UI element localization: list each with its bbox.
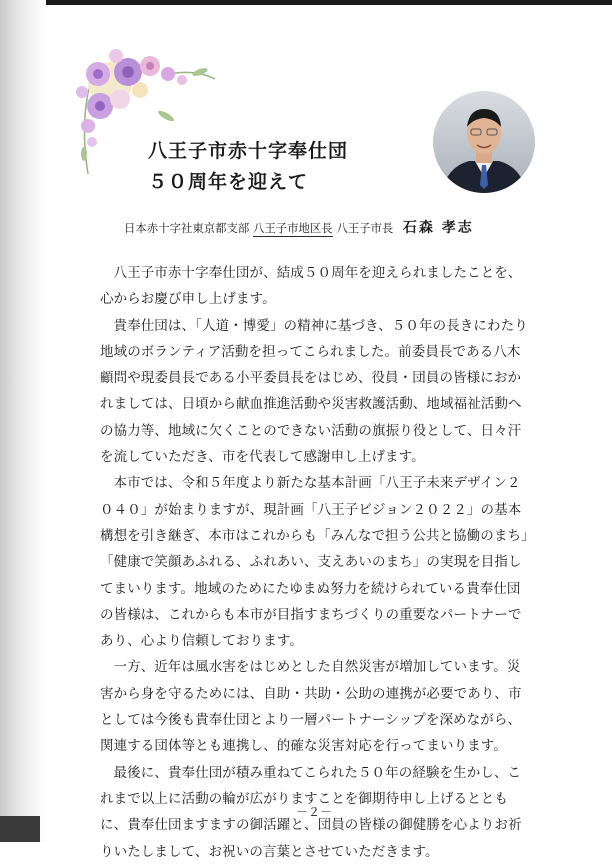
paragraph-4: 一方、近年は風水害をはじめとした自然災害が増加しています。災害から身を守るためには、自助・共助・公助の連携が必要であり、市としては今後も貴奉仕団とより一層パートナーシップを深めながら、関連する団体等とも連携し、的確な災害対応を行ってまいります。 (100, 659, 522, 755)
paragraph-3: 本市では、令和５年度より新たな基本計画「八王子未来デザイン２０４０」が始まりますが、現計画「八王子ビジョン２０２２」の基本構想を引き継ぎ、本市はこれからも「みんなで担う公共と協働のまち」「健康で笑顔あふれる、ふれあい、支えあいのまち」の実現を目指してまいります。地域のためにたゆまぬ努力を続けられている貴奉仕団の皆様は、これからも本市が目指すまちづくりの重要なパートナーであり、心より信頼しております。 (100, 475, 528, 650)
message-body (100, 260, 530, 865)
book-spine-shadow (0, 0, 46, 842)
page-number: －２－ (296, 805, 333, 819)
title-line-2: ５０周年を迎えて (148, 171, 309, 193)
byline-mayor-role: 八王子市長 (336, 221, 394, 235)
byline-org: 日本赤十字社東京都支部 (124, 221, 250, 235)
byline-district-role: 八王子市地区長 (252, 221, 333, 235)
title-line-1: 八王子市赤十字奉仕団 (148, 140, 349, 162)
author-portrait-photo (433, 91, 535, 193)
paragraph-1: 八王子市赤十字奉仕団が、結成５０周年を迎えられましたことを、心からお慶び申し上げます。 (100, 265, 522, 308)
paragraph-5: 最後に、貴奉仕団が積み重ねてこられた５０年の経験を生かし、これまで以上に活動の輪が広がりますことを御期待申し上げるとともに、貴奉仕団ますますの御活躍と、団員の皆様の御健勝を心よりお祈りいたしまして、お祝いの言葉とさせていただきます。 (100, 764, 522, 860)
author-name: 石森 孝志 (402, 220, 474, 236)
scan-bottom-corner (0, 816, 40, 842)
article-title (148, 136, 348, 198)
paragraph-2: 貴奉仕団は、「人道・博愛」の精神に基づき、５０年の長きにわたり地域のボランティア活動を担ってこられました。前委員長である八木顧問や現委員長である小平委員長をはじめ、役員・団員の皆様におかれましては、日頃から献血推進活動や災害救護活動、地域福祉活動への協力等、地域に欠くことのできない活動の旗振り役として、日々汗を流していただき、市を代表して感謝申し上げます。 (100, 317, 528, 466)
author-byline (124, 219, 544, 237)
scan-top-edge (0, 0, 612, 5)
